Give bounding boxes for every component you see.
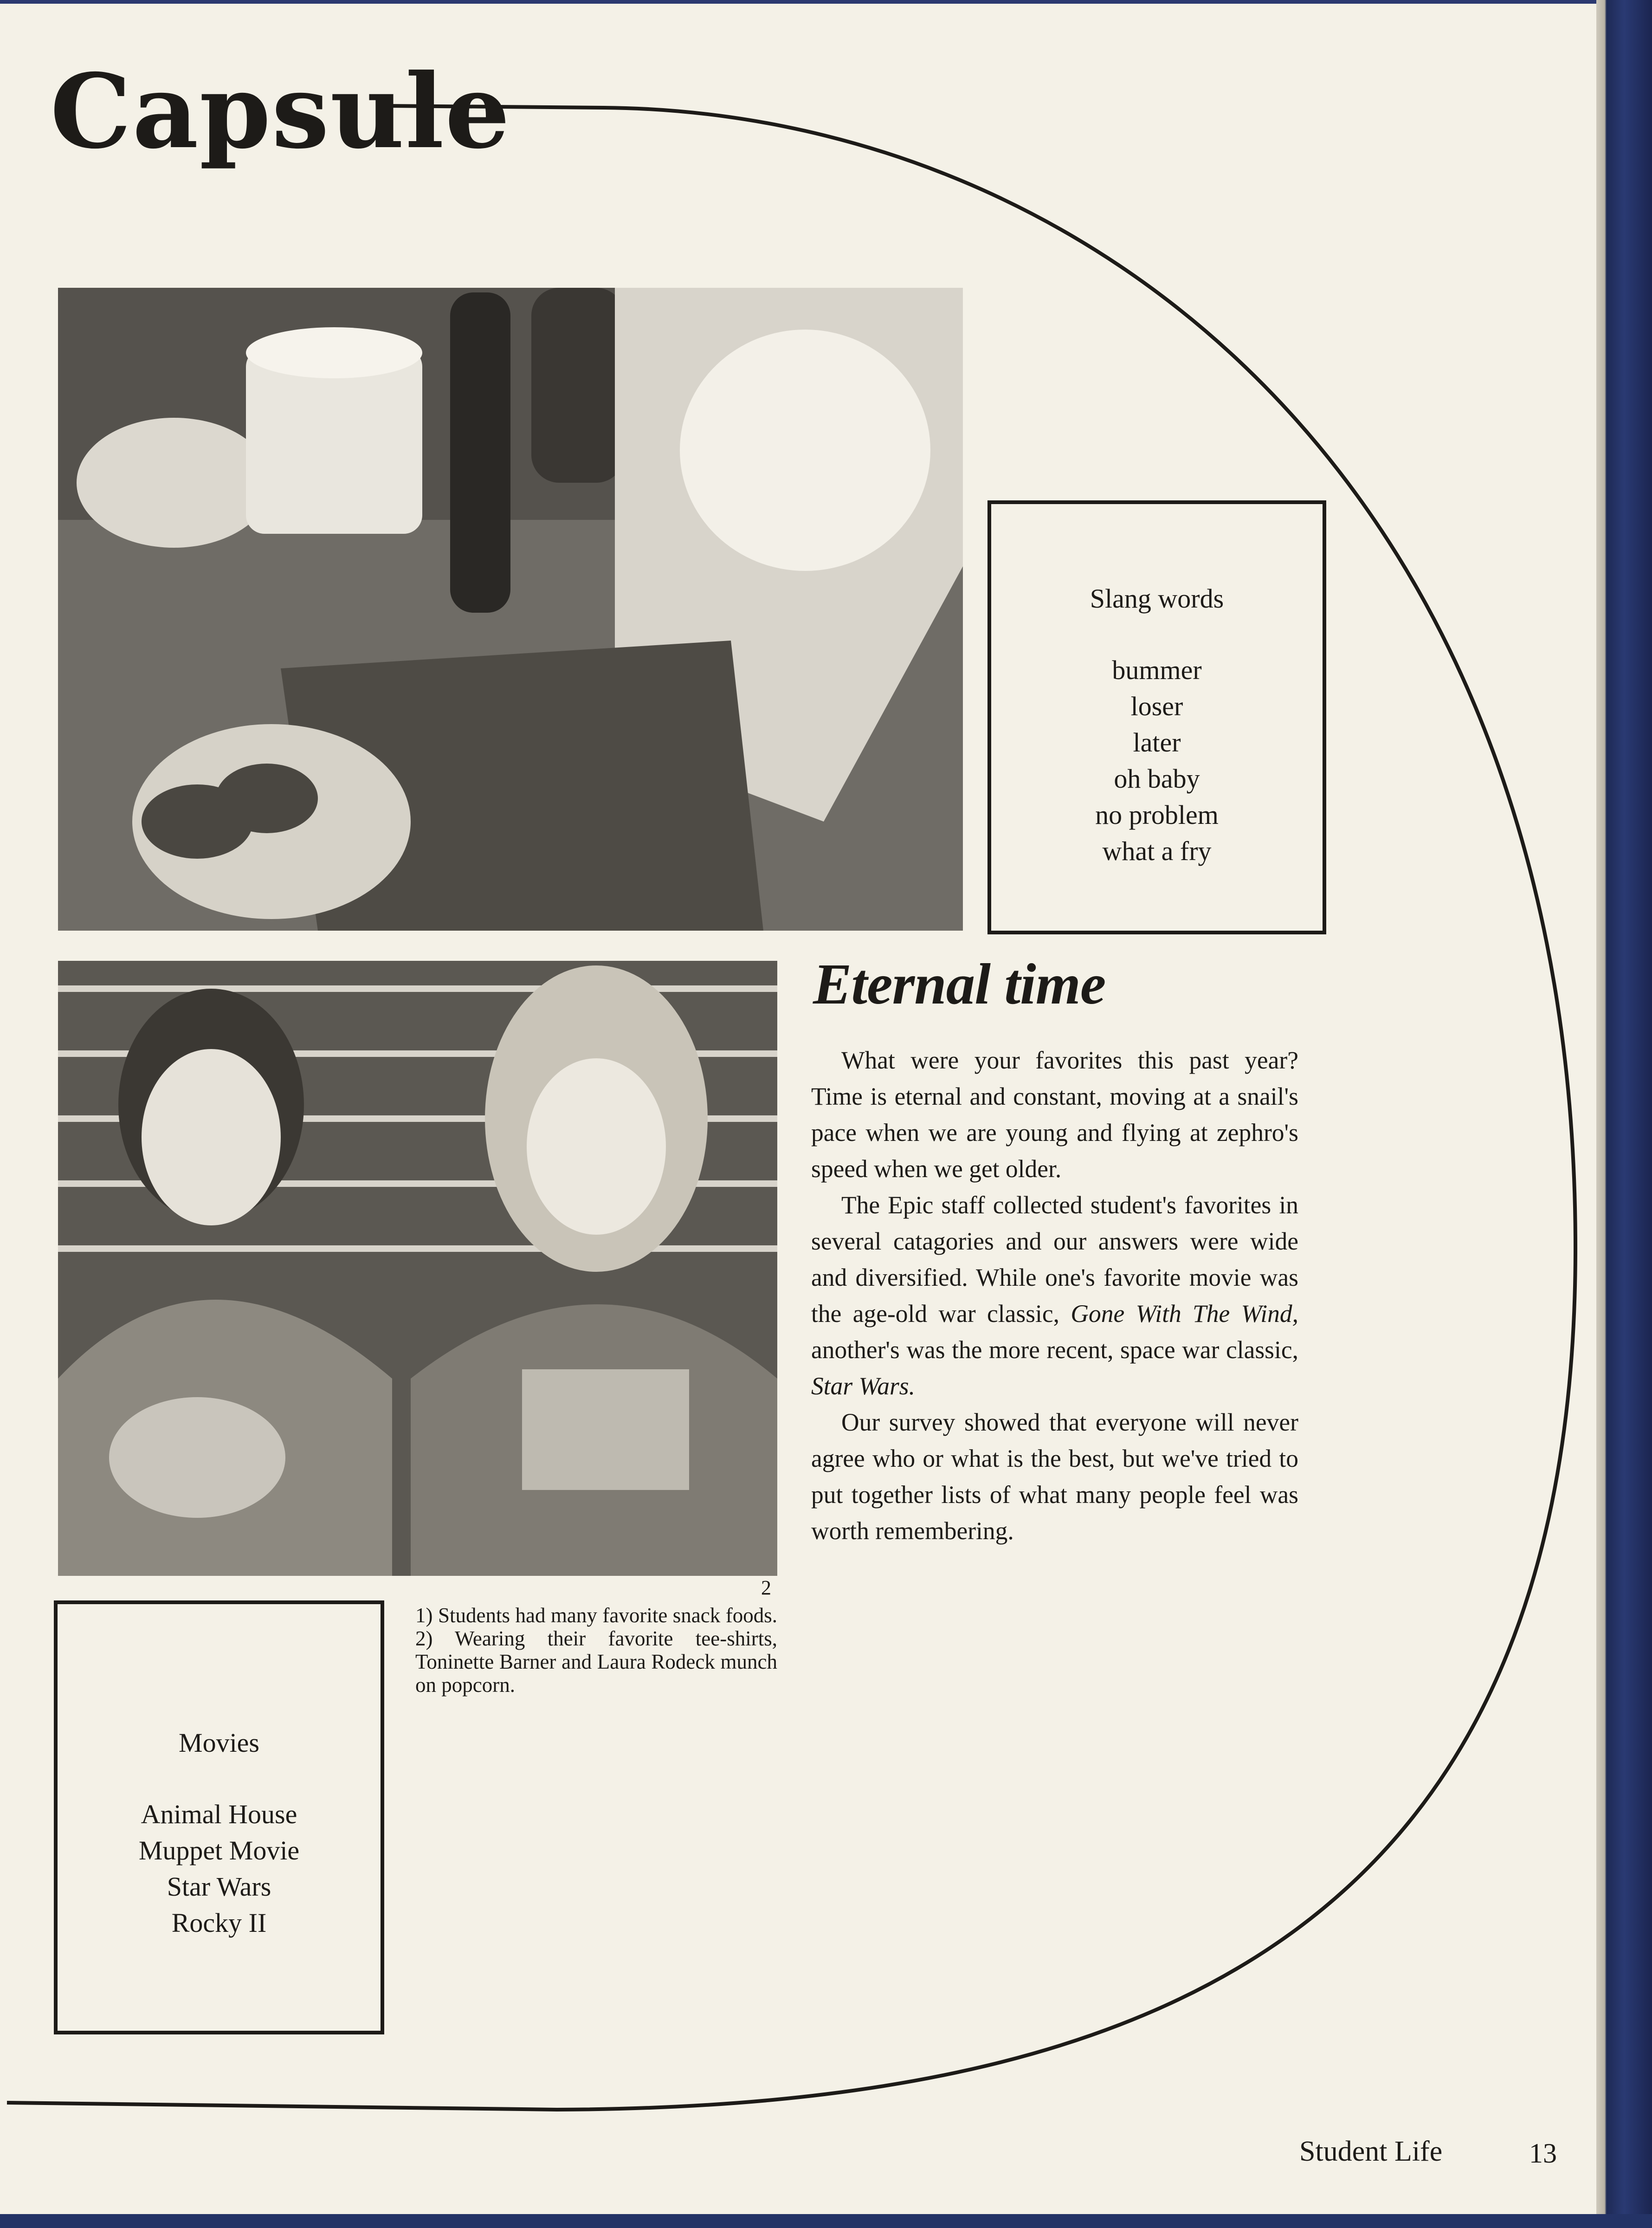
list-item: bummer — [1112, 655, 1202, 685]
list-item: Animal House — [141, 1799, 297, 1829]
movies-box-heading: Movies — [179, 1728, 259, 1758]
snack-foods-photo — [58, 288, 963, 931]
photo-caption: 1) Students had many favorite snack foods. 2) Wearing their favorite tee-shirts, Toninette Barner and Laura Rodeck munch on popcorn. — [415, 1604, 777, 1697]
slang-words-box — [987, 500, 1326, 934]
article-text: another's was the more recent, space war classic, — [811, 1336, 1298, 1364]
movie-title: Gone With The Wind, — [1071, 1300, 1299, 1328]
article-paragraph — [811, 1187, 1298, 1404]
article-paragraph: What were your favorites this past year? Time is eternal and constant, moving at a snail's pace when we are young and flying at zephro's speed when we get older. — [811, 1046, 1298, 1183]
section-label: Student Life — [1299, 2136, 1443, 2167]
list-item: Muppet Movie — [138, 1835, 300, 1865]
article-text: The Epic staff collected student's favorites in several catagories and our answers were wide and diversified. While one's favorite movie was the age-old war classic, — [811, 1191, 1298, 1328]
list-item: what a fry — [1102, 836, 1212, 866]
page-number: 13 — [1529, 2138, 1557, 2169]
slang-list — [991, 652, 1323, 869]
article-body — [811, 1042, 1298, 1549]
list-item: Star Wars — [167, 1872, 271, 1902]
slang-box-heading: Slang words — [1090, 583, 1224, 614]
page-title: Capsule — [50, 51, 511, 171]
list-item: later — [1133, 727, 1181, 758]
list-item: Rocky II — [171, 1908, 267, 1938]
movies-list — [58, 1796, 381, 1941]
article-headline: Eternal time — [813, 952, 1106, 1017]
movie-title: Star Wars. — [811, 1372, 915, 1400]
students-photo — [58, 961, 777, 1576]
list-item: oh baby — [1114, 764, 1200, 794]
photo-number: 2 — [761, 1576, 771, 1599]
article-paragraph: Our survey showed that everyone will never agree who or what is the best, but we've tried to put together lists of what many people feel was worth remembering. — [811, 1408, 1298, 1545]
list-item: loser — [1130, 691, 1183, 721]
movies-box — [54, 1600, 384, 2034]
list-item: no problem — [1095, 800, 1219, 830]
